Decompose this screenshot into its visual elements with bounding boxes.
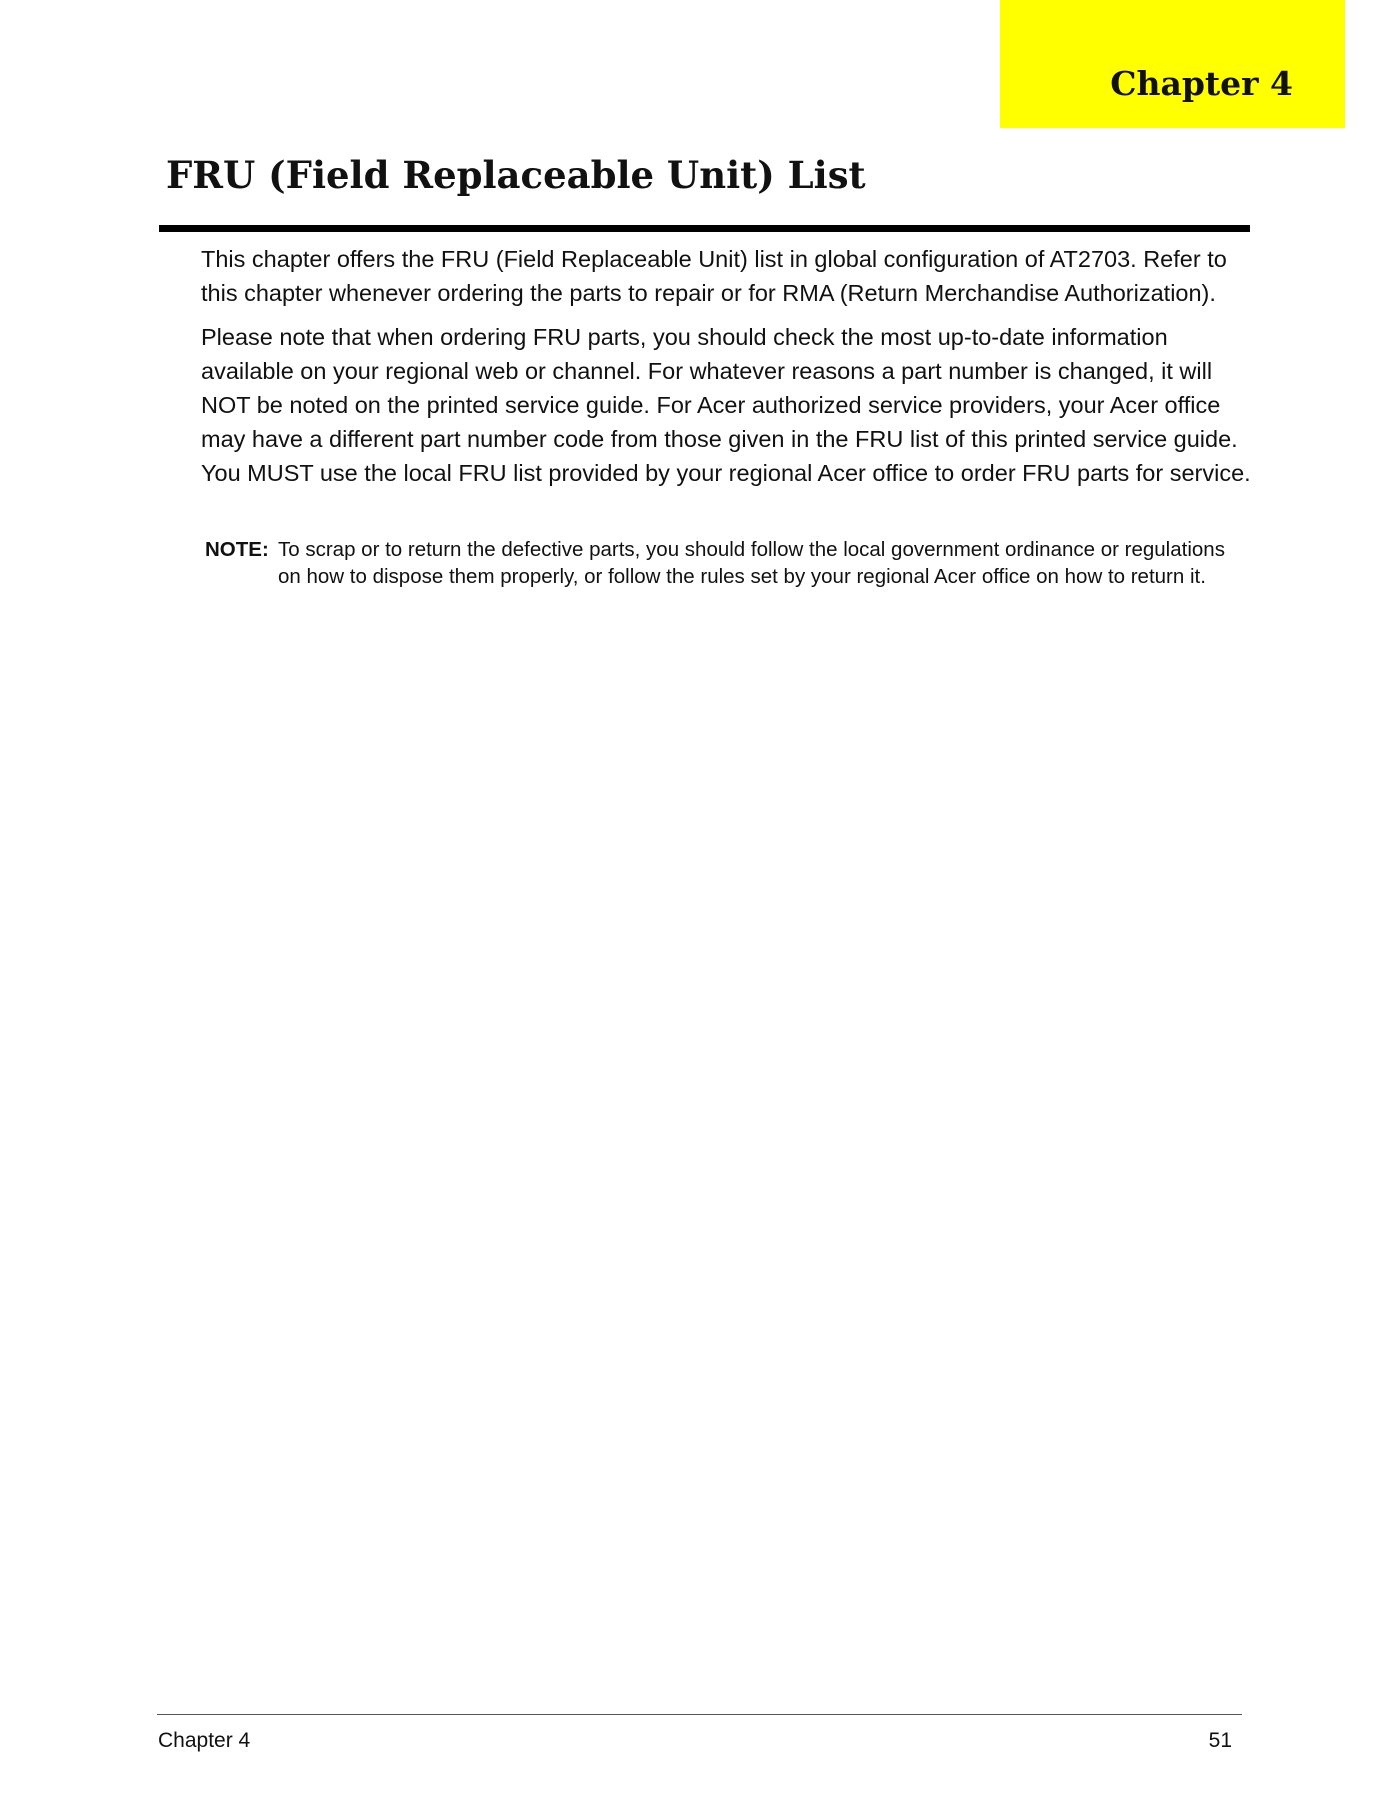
footer-chapter-label: Chapter 4 bbox=[158, 1729, 251, 1752]
page-title: FRU (Field Replaceable Unit) List bbox=[166, 153, 866, 197]
ordering-paragraph: Please note that when ordering FRU parts, you should check the most up-to-date information available on your regional web or channel. For whatever reasons a part number is changed, it will NOT be noted on the printed service guide. For Acer authorized service providers, your Acer office may have a different part number code from those given in the FRU list of this printed service guide. You MUST use the local FRU list provided by your regional Acer office to order FRU parts for service. bbox=[201, 324, 1251, 486]
chapter-tab bbox=[1000, 0, 1345, 128]
chapter-tab-label: Chapter 4 bbox=[1110, 64, 1293, 103]
note-text: To scrap or to return the defective parts, you should follow the local government ordinance or regulations on how to dispose them properly, or follow the rules set by your regional Acer office on how to return it. bbox=[278, 538, 1225, 588]
intro-paragraph: This chapter offers the FRU (Field Replaceable Unit) list in global configuration of AT2703. Refer to this chapter whenever ordering the parts to repair or for RMA (Return Merchandise Authorization). bbox=[201, 246, 1227, 306]
footer-page-number: 51 bbox=[1208, 1729, 1232, 1752]
note-label: NOTE: bbox=[205, 538, 269, 561]
note-block bbox=[205, 536, 1250, 590]
footer-divider bbox=[157, 1714, 1242, 1715]
title-divider bbox=[159, 225, 1250, 232]
